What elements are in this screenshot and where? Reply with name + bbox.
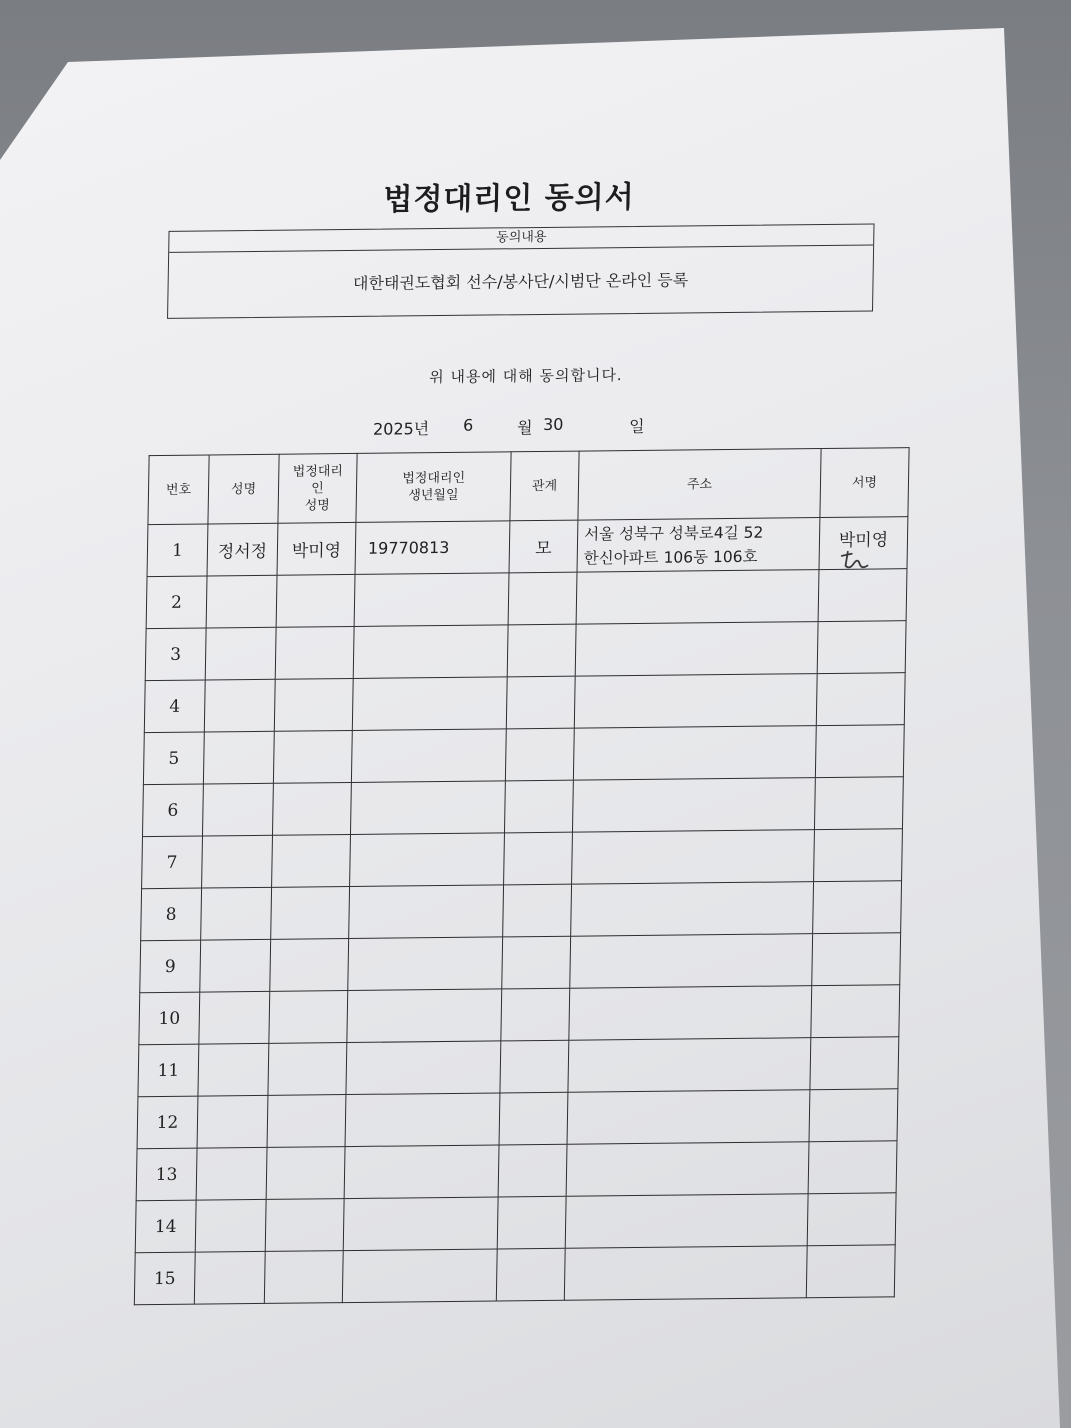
date-month-unit: 월 [516, 418, 533, 438]
row-no: 11 [138, 1044, 199, 1097]
row-no: 1 [147, 524, 208, 577]
table-row [135, 1193, 896, 1253]
header-signature: 서명 [820, 448, 909, 518]
consent-statement: 위 내용에 대해 동의합니다. [429, 366, 623, 387]
table-row [134, 1245, 895, 1305]
row-no: 2 [146, 576, 207, 629]
table-row [140, 933, 901, 993]
row-signature-name: 박미영 [838, 530, 889, 551]
header-relation: 관계 [510, 451, 579, 521]
row-relation: 모 [509, 520, 578, 573]
consent-body: 대한태권도협회 선수/봉사단/시범단 온라인 등록 [352, 270, 689, 293]
table-row [137, 1089, 898, 1149]
header-guardian-birth [356, 452, 511, 523]
date-day-unit: 일 [628, 416, 645, 437]
guardian-table [134, 447, 910, 1305]
document-body [38, 141, 960, 1401]
row-no: 10 [139, 992, 200, 1045]
row-signature [819, 517, 908, 570]
header-guardian-name [278, 453, 357, 523]
header-guardian-name-line3: 성명 [304, 497, 330, 513]
row-address-line2: 한신아파트 106동 106호 [583, 547, 758, 568]
table-row [147, 517, 908, 577]
row-no: 8 [141, 888, 202, 941]
consent-header: 동의내용 [169, 224, 873, 252]
row-no: 13 [136, 1148, 197, 1201]
date-month: 6 [462, 415, 474, 435]
table-row [141, 881, 902, 941]
table-row [139, 985, 900, 1045]
header-no: 번호 [148, 455, 209, 525]
document-title: 법정대리인 동의서 [383, 179, 635, 218]
row-guardian: 박미영 [277, 522, 356, 575]
row-no: 6 [142, 784, 203, 837]
table-row [142, 777, 903, 837]
row-no: 15 [134, 1252, 195, 1305]
row-no: 3 [145, 628, 206, 681]
header-guardian-birth-line2: 생년월일 [408, 487, 459, 504]
handwritten-signature-mark [837, 550, 871, 572]
table-row [145, 621, 906, 681]
table-row [143, 725, 904, 785]
row-name: 정서정 [207, 523, 278, 576]
row-birth: 19770813 [355, 521, 510, 575]
table-row [144, 673, 905, 733]
table-row [146, 569, 907, 629]
table-row [138, 1037, 899, 1097]
row-no: 9 [140, 940, 201, 993]
row-no: 5 [143, 732, 204, 785]
date-year: 2025년 [372, 419, 430, 439]
header-guardian-name-line2: 인 [311, 480, 324, 496]
date-day: 30 [542, 414, 564, 434]
header-guardian-name-line1: 법정대리 [292, 463, 344, 480]
row-address [577, 518, 820, 573]
row-no: 4 [144, 680, 205, 733]
consent-box [167, 223, 874, 318]
table-row [136, 1141, 897, 1201]
table-row [142, 829, 903, 889]
row-no: 7 [142, 836, 203, 889]
row-no: 12 [137, 1096, 198, 1149]
header-name: 성명 [208, 454, 279, 524]
header-guardian-birth-line1: 법정대리인 [402, 470, 466, 487]
header-address: 주소 [578, 449, 821, 521]
row-no: 14 [135, 1200, 196, 1253]
row-address-line1: 서울 성북구 성북로4길 52 [584, 523, 764, 544]
table-header-row [148, 448, 909, 525]
